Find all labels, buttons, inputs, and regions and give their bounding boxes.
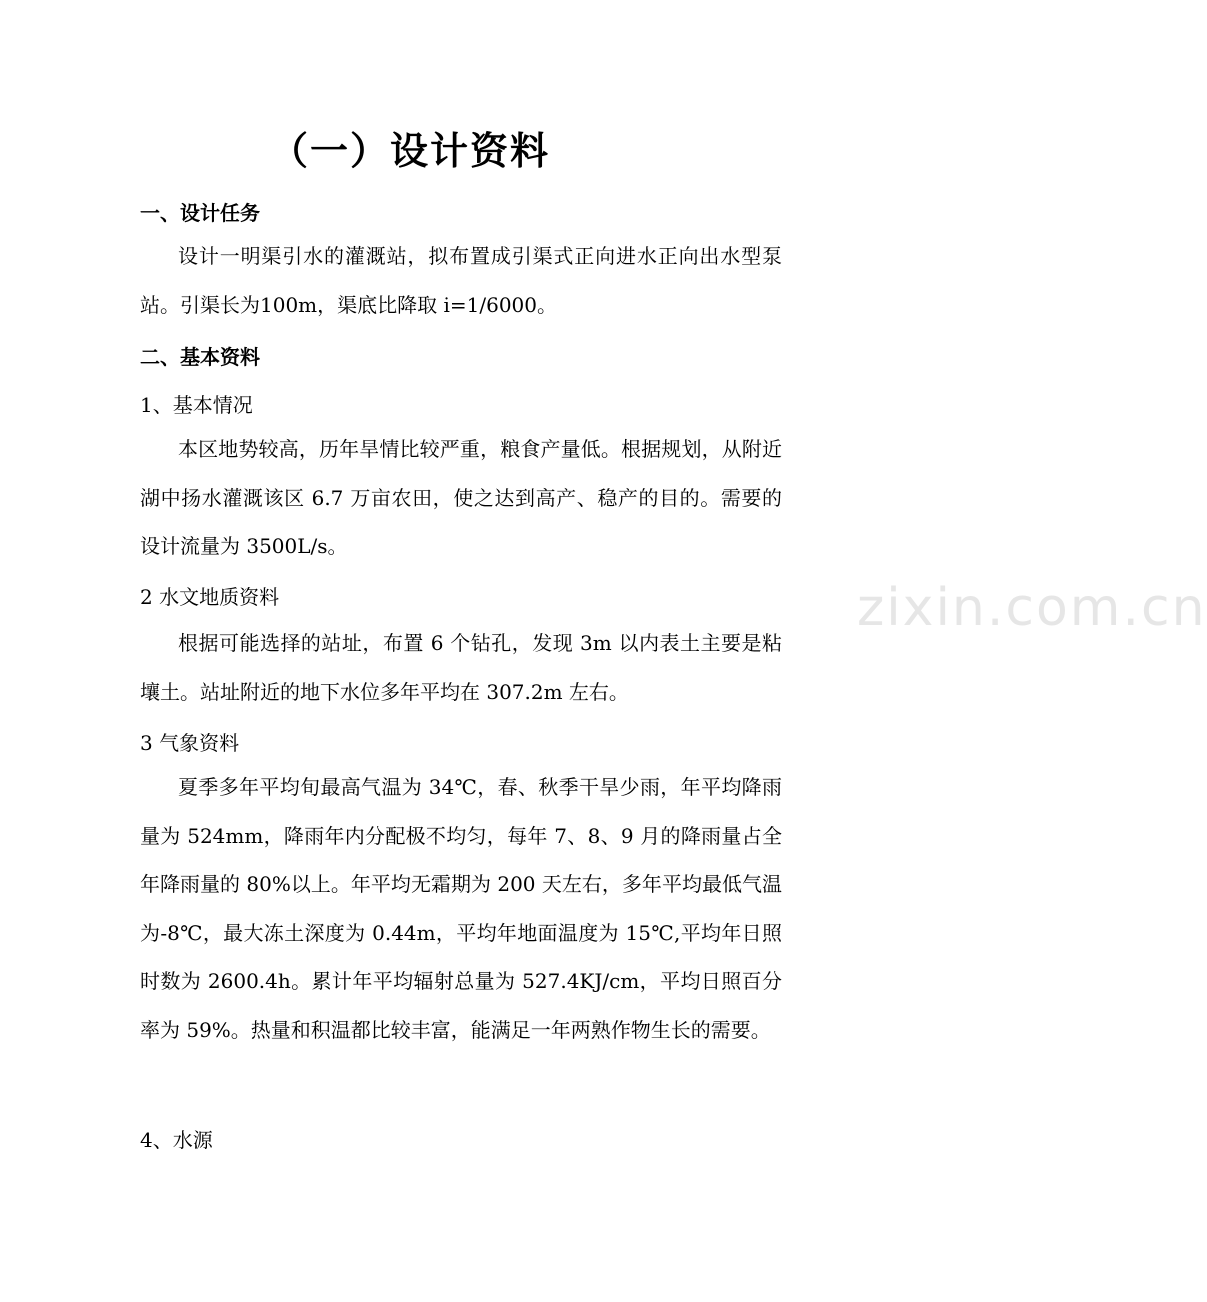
paragraph-meteorology: 夏季多年平均旬最高气温为 34℃，春、秋季干旱少雨，年平均降雨量为 524mm，降雨年内分配极不均匀，每年 7、8、9 月的降雨量占全年降雨量的 80%以上。年平均无霜期为 200 天左右，多年平均最低气温为-8℃，最大冻土深度为 0.44m，平均年地面温度为 15℃,平均年日照时数为 2600.4h。累计年平均辐射总量为 527.4KJ/cm，平均日照百分率为 59%。热量和积温都比较丰富，能满足一年两熟作物生长的需要。 <box>140 775 782 1042</box>
page-title <box>0 120 920 175</box>
section-heading-design-task: 一、设计任务 <box>140 201 260 225</box>
subsection-heading-hydrogeology: 2 水文地质资料 <box>140 585 280 609</box>
subsection-heading-meteorology: 3 气象资料 <box>140 731 240 755</box>
paragraph-hydrogeology: 根据可能选择的站址，布置 6 个钻孔，发现 3m 以内表土主要是粘壤土。站址附近的地下水位多年平均在 307.2m 左右。 <box>140 631 782 704</box>
section-heading-basic-info: 二、基本资料 <box>140 345 260 369</box>
watermark-visible: zixin.com.cn <box>856 578 1207 638</box>
paragraph-design-task: 设计一明渠引水的灌溉站，拟布置成引渠式正向进水正向出水型泵站。引渠长为100m，渠底比降取 i=1/6000。 <box>140 244 782 317</box>
page-title-text: （一）设计资料 <box>269 128 550 173</box>
subsection-heading-water-source: 4、水源 <box>140 1128 213 1152</box>
paragraph-basic-situation: 本区地势较高，历年旱情比较严重，粮食产量低。根据规划，从附近湖中扬水灌溉该区 6.7 万亩农田，使之达到高产、稳产的目的。需要的设计流量为 3500L/s。 <box>140 437 782 558</box>
subsection-heading-basic-situation: 1、基本情况 <box>140 393 253 417</box>
